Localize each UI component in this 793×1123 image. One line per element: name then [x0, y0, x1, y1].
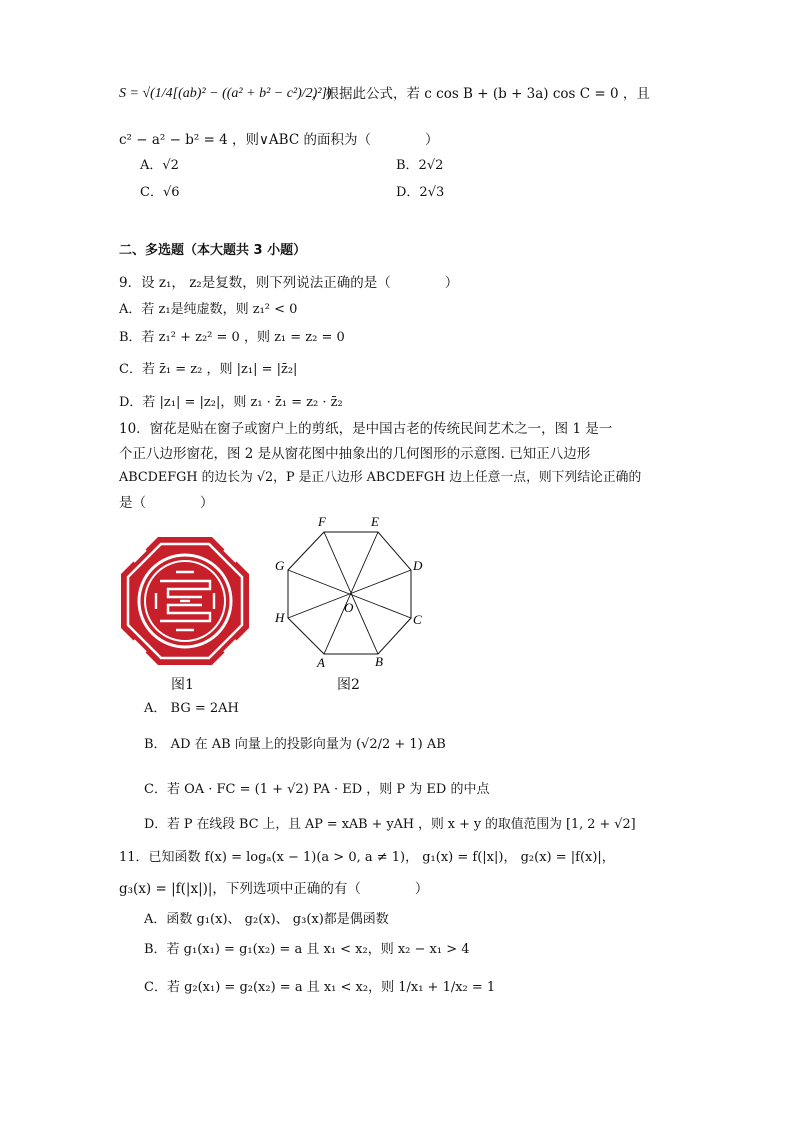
q10-option-b: B． AD 在 AB 向量上的投影向量为 (√2/2 + 1) AB	[144, 737, 446, 752]
q9-option-d: D．若 |z₁| = |z₂|，则 z₁ · z̄₁ = z₂ · z̄₂	[119, 395, 343, 410]
q9-option-a: A．若 z₁是纯虚数，则 z₁² < 0	[119, 302, 298, 317]
label-g: G	[275, 558, 285, 573]
q10-option-d: D．若 P 在线段 BC 上，且 AP = xAB + yAH ，则 x + y 的取值范围为 [1, 2 + √2]	[144, 817, 636, 832]
q10-stem-line1: 10．窗花是贴在窗子或窗户上的剪纸，是中国古老的传统民间艺术之一，图 1 是一	[119, 421, 613, 437]
q8-formula: S = √(1/4[(ab)² − ((a² + b² − c²)/2)²])	[119, 86, 332, 101]
window-flower-figure	[120, 536, 250, 666]
q11-stem-line2: g₃(x) = |f(|x|)|，下列选项中正确的有（ ）	[119, 881, 429, 897]
q8-option-a: A．√2	[140, 158, 179, 173]
label-c: C	[413, 612, 422, 627]
q8-option-d: D．2√3	[396, 185, 445, 200]
q10-option-c: C．若 OA · FC = (1 + √2) PA · ED ，则 P 为 ED 的中点	[144, 782, 490, 797]
figure1-caption: 图1	[171, 677, 194, 693]
q11-option-b: B．若 g₁(x₁) = g₁(x₂) = a 且 x₁ < x₂，则 x₂ − x₁ > 4	[144, 942, 470, 957]
q8-option-b: B．2√2	[396, 158, 444, 173]
q9-option-c: C．若 z̄₁ = z₂ ，则 |z₁| = |z̄₂|	[119, 362, 298, 377]
label-e: E	[371, 514, 379, 529]
label-h: H	[275, 610, 285, 625]
section-title: 二、多选题（本大题共 3 小题）	[119, 243, 307, 258]
q10-stem-line4: 是（ ）	[119, 495, 214, 511]
label-a: A	[317, 655, 325, 670]
q11-option-a: A．函数 g₁(x)、 g₂(x)、 g₃(x)都是偶函数	[144, 912, 389, 927]
q9-option-b: B．若 z₁² + z₂² = 0 ，则 z₁ = z₂ = 0	[119, 330, 345, 345]
q8-line1: ，根据此公式，若 c cos B + (b + 3a) cos C = 0 ，且	[312, 86, 650, 102]
q9-stem: 9．设 z₁， z₂是复数，则下列说法正确的是（ ）	[119, 275, 459, 291]
label-o: O	[344, 600, 354, 615]
figure2-caption: 图2	[337, 677, 360, 693]
q11-option-c: C．若 g₂(x₁) = g₂(x₂) = a 且 x₁ < x₂，则 1/x₁ + 1/x₂ = 1	[144, 980, 496, 995]
q8-line2: c² − a² − b² = 4 ，则∨ABC 的面积为（ ）	[119, 132, 439, 148]
q8-option-c: C．√6	[140, 185, 180, 200]
q10-stem-line3: ABCDEFGH 的边长为 √2，P 是正八边形 ABCDEFGH 边上任意一点，则下列结论正确的	[119, 470, 642, 485]
label-d: D	[413, 558, 423, 573]
octagon-diagram	[270, 514, 430, 674]
label-f: F	[318, 514, 326, 529]
q10-stem-line2: 个正八边形窗花，图 2 是从窗花图中抽象出的几何图形的示意图. 已知正八边形	[119, 446, 591, 462]
label-b: B	[375, 654, 383, 669]
q11-stem-line1: 11．已知函数 f(x) = logₐ(x − 1)(a > 0, a ≠ 1)， g₁(x) = f(|x|)， g₂(x) = |f(x)|，	[119, 850, 615, 865]
q10-option-a: A． BG = 2AH	[144, 701, 239, 716]
